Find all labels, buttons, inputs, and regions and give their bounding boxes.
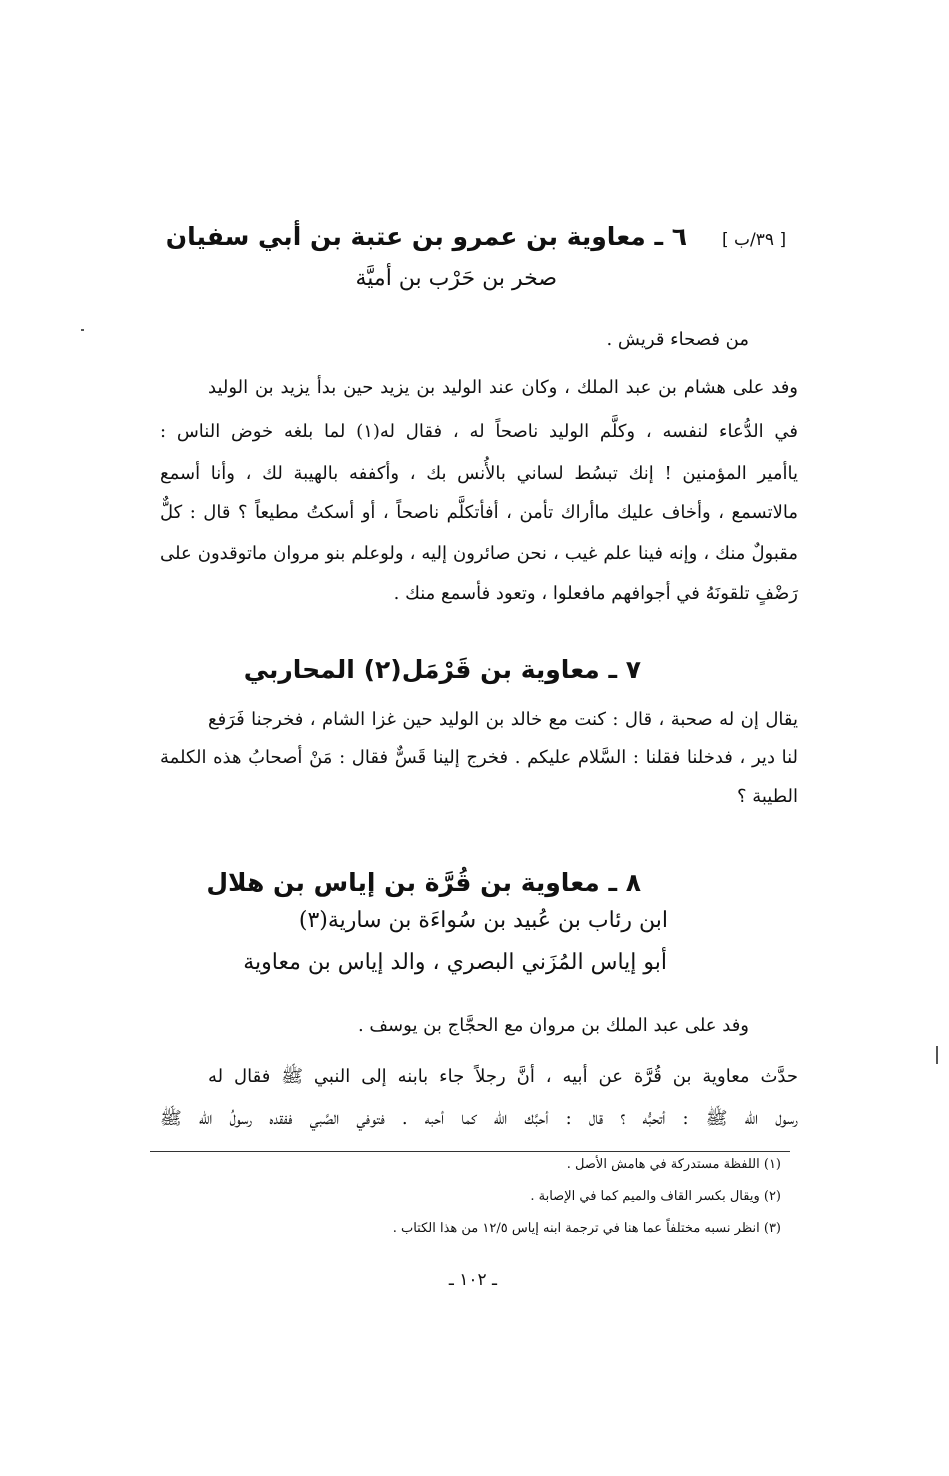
footnote-2: (٢) ويقال بكسر القاف والميم كما في الإصابة .: [530, 1189, 781, 1204]
body-line: مقبولٌ منك ، وإنه فينا علم غيب ، نحن صائرون إليه ، ولوعلم بنو مروان ماتوقدون على: [160, 543, 798, 564]
entry-subheading-8-lineage: ابن رئاب بن عُبيد بن سُواءَة بن سارية(٣): [298, 908, 668, 933]
page-number: ـ ١٠٢ ـ: [448, 1270, 497, 1290]
body-line: من فصحاء قريش .: [606, 329, 749, 350]
body-line: في الدُّعاء لنفسه ، وكلَّم الوليد ناصحاً له ، فقال له(١) لما بلغه خوض الناس :: [160, 421, 798, 442]
entry-heading-6: ٦ ـ معاوية بن عمرو بن عتبة بن أبي سفيان: [165, 222, 687, 251]
scan-speck: [936, 1046, 938, 1064]
footnote-separator: [150, 1151, 790, 1152]
body-line: مالاتسمع ، وأخاف عليك ماأراك تأمن ، أفأتكلَّم ناصحاً ، أو أسكتُ مطيعاً ؟ قال : كلٌّ: [160, 502, 798, 523]
body-line: الطيبة ؟: [736, 786, 798, 807]
body-line: وفد على عبد الملك بن مروان مع الحجَّاج بن يوسف .: [357, 1015, 749, 1036]
margin-marker: [ ٣٩/ب ]: [722, 230, 787, 250]
scan-speck: [81, 329, 84, 331]
entry-heading-8: ٨ ـ معاوية بن قُرَّة بن إياس بن هلال: [206, 868, 641, 897]
footnote-3: (٣) انظر نسبه مختلفاً عما هنا في ترجمة ابنه إياس ١٢/٥ من هذا الكتاب .: [392, 1221, 781, 1236]
body-line: رَضْفٍ تلقونَهُ في أجوافهم مافعلوا ، وتعود فأسمع منك .: [393, 583, 798, 604]
body-line: ياأمير المؤمنين ! إنك تبسُط لساني بالأُنس بك ، وأكففه بالهيبة لك ، وأنا أسمع: [160, 463, 798, 484]
body-line: رسول الله ﷺ : أتحبُّه ؟ قال : أحبَّك الله كما أحبه . فتوفي الصَّبي ففقده رسولُ الله ﷺ: [160, 1108, 798, 1129]
footnote-1: (١) اللفظة مستدركة في هامش الأصل .: [566, 1157, 781, 1172]
body-line: يقال إن له صحبة ، قال : كنت مع خالد بن الوليد حين غزا الشام ، فخرجنا فَرَفع: [208, 709, 798, 730]
entry-subheading-6: صخر بن حَرْب بن أميَّة: [355, 266, 557, 291]
entry-subheading-8-kunya: أبو إياس المُزَني البصري ، والد إياس بن معاوية: [243, 950, 667, 975]
entry-heading-7: ٧ ـ معاوية بن قَرْمَل(٢) المحاربي: [243, 655, 641, 684]
body-line: لنا دير ، فدخلنا فقلنا : السَّلام عليكم . فخرج إلينا قَسٌّ فقال : مَنْ أصحابُ هذه الكلمة: [160, 747, 798, 768]
body-line: وفد على هشام بن عبد الملك ، وكان عند الوليد بن يزيد حين بدأ يزيد بن الوليد: [208, 377, 798, 398]
body-line: حدَّث معاوية بن قُرَّة عن أبيه ، أنَّ رجلاً جاء بابنه إلى النبي ﷺ فقال له: [208, 1066, 798, 1087]
